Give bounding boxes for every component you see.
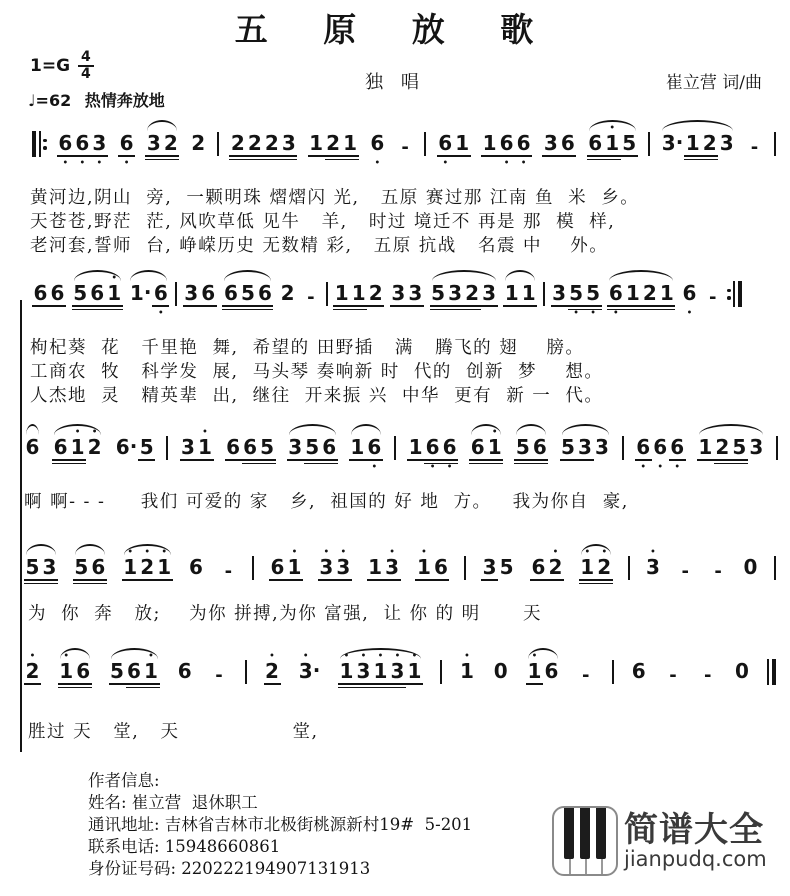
note-6: 6 <box>631 659 646 683</box>
note-3: • 3 <box>645 547 660 579</box>
note-3: • 3 <box>385 547 400 579</box>
note-6: 6 <box>587 125 604 168</box>
note-2: 2 <box>701 125 718 168</box>
note-6: 6 • <box>653 435 668 473</box>
barline <box>648 132 650 156</box>
note-6: 6 <box>531 429 548 472</box>
note-2: 2 <box>246 125 263 168</box>
duration-dash: - <box>224 561 233 582</box>
author-info-line: 联系电话: 15948660861 <box>88 837 281 856</box>
music-line-2 <box>32 270 742 318</box>
note-group <box>481 125 532 168</box>
note-group <box>118 125 135 168</box>
lyrics-row: 天苍苍,野茫 茫, 风吹草低 见牛 羊, 时过 境迁不 再是 那 模 样, <box>30 212 616 232</box>
note-3: 3 <box>595 435 609 459</box>
note-1: • 1 <box>407 651 422 683</box>
slur-note-group <box>469 429 503 472</box>
note-6: 6 <box>126 653 143 696</box>
lyrics-row: 老河套,誓师 台, 峥嵘历史 无数精 彩, 五原 抗战 名震 中 外。 <box>30 236 609 256</box>
note-6: 6 • <box>58 131 73 169</box>
note-5: 5 <box>561 435 575 459</box>
note-6: 6 <box>90 549 107 592</box>
note-1: 1 <box>309 131 324 155</box>
note-5: 5 • <box>569 281 584 319</box>
slur-note-group <box>145 125 179 168</box>
music-line-3 <box>24 424 778 472</box>
slur-note-group <box>287 429 338 472</box>
note-6: 6 <box>256 275 273 318</box>
lyrics-row: 啊 啊- - - 我们 可爱的 家 乡, 祖国的 好 地 方。 我为你自 豪, <box>24 492 629 512</box>
note-6: 6 • <box>608 281 623 319</box>
barline <box>252 556 254 580</box>
slur-note-group <box>697 429 765 472</box>
barline <box>166 436 168 460</box>
quarter-note-icon: ♩ <box>28 91 36 110</box>
note-2: • 2 <box>87 427 102 459</box>
note-2: 2 <box>191 131 206 155</box>
note-group <box>681 275 698 318</box>
note-1: • 1 <box>416 547 431 579</box>
note-2: 2 <box>263 125 280 168</box>
note-5: 5 <box>139 435 154 459</box>
note-group <box>180 429 214 472</box>
tempo-marking <box>28 88 165 111</box>
note-3: • 3 <box>355 653 372 696</box>
slur-note-group <box>660 125 735 168</box>
note-group <box>32 275 66 318</box>
note-group <box>437 125 471 168</box>
note-1: 1 <box>350 275 367 318</box>
duration-dash: - <box>215 665 223 686</box>
note-group <box>333 275 384 318</box>
note-6: 6 <box>33 281 48 305</box>
lyrics-row: 枸杞葵 花 千里艳 舞, 希望的 田野插 满 腾飞的 翅 膀。 <box>30 338 585 358</box>
note-group <box>630 653 647 696</box>
duration-dash: - <box>582 665 590 686</box>
note-6: 6 • <box>438 131 453 169</box>
note-1: 1 <box>350 435 365 459</box>
note-6: 6 • <box>516 131 531 169</box>
note-6: 6 <box>25 435 40 459</box>
note-2: 2 <box>368 281 383 305</box>
duration-dash: - <box>750 137 759 158</box>
note-6: 6 <box>321 429 338 472</box>
note-6: 6 <box>242 429 259 472</box>
slur-note-group <box>607 275 675 318</box>
note-3: 3 <box>181 435 195 459</box>
author-info <box>88 770 472 880</box>
note-3: 3 <box>552 281 567 305</box>
note-1: • 1 <box>338 653 355 696</box>
barline <box>628 556 630 580</box>
note-5: 5 <box>514 429 531 472</box>
note-group <box>415 549 449 592</box>
note-group <box>481 549 515 592</box>
lyrics-verse-block-1 <box>30 186 639 258</box>
note-group <box>269 549 303 592</box>
note-3: • 3 <box>389 653 406 696</box>
tempo-expression: 热情奔放地 <box>84 91 165 110</box>
note-5: 5 <box>731 429 748 472</box>
note-3: • 3 · <box>298 651 321 683</box>
note-group <box>742 549 759 592</box>
author-info-line: 姓名: 崔立营 退休职工 <box>88 793 258 812</box>
duration-dash: - <box>704 665 712 686</box>
note-1: 1 <box>342 125 359 168</box>
author-info-line: 通讯地址: 吉林省吉林市北极街桃源新村19# 5-201 <box>88 815 473 834</box>
note-2: 2 <box>464 275 481 318</box>
note-group <box>367 549 401 592</box>
slur-note-group <box>109 653 160 696</box>
time-signature-bottom: 4 <box>81 65 91 82</box>
author-info-line: 身份证号码: 220222194907131913 <box>88 859 371 878</box>
slur-note-group <box>430 275 498 318</box>
note-6: 6 <box>544 659 559 683</box>
barline <box>440 660 442 684</box>
note-3: 3 • <box>92 131 107 169</box>
note-1: 1 <box>333 275 350 318</box>
note-3: 3 <box>184 281 199 305</box>
lyrics-row: 人杰地 灵 精英辈 出, 继往 开来振 兴 中华 更有 新 一 代。 <box>30 386 604 406</box>
note-6: 6 <box>222 275 239 318</box>
duration-dash: - <box>714 561 722 582</box>
note-group <box>318 549 352 592</box>
lyrics-row: 胜过 天 堂, 天 堂, <box>28 722 319 742</box>
note-1: • 1 <box>579 549 596 592</box>
note-6: 6 <box>560 131 575 155</box>
note-5: 5 <box>259 429 276 472</box>
note-group <box>542 125 576 168</box>
note-group <box>264 653 281 696</box>
note-0: 0 <box>493 659 508 683</box>
note-6: 6 • <box>153 281 168 319</box>
lyrics-row: 工商农 牧 科学发 展, 马头琴 奏响新 时 代的 创新 梦 想。 <box>30 362 604 382</box>
note-6: 6 <box>75 653 92 696</box>
note-1: 1 <box>698 435 713 459</box>
note-1: 1 <box>624 275 641 318</box>
note-5: 5 <box>110 659 124 683</box>
barline <box>394 436 396 460</box>
slur-note-group <box>52 429 103 472</box>
slur-note-group <box>24 549 58 592</box>
note-3: • 3 <box>336 547 351 579</box>
note-1: • 1 <box>287 547 302 579</box>
note-group <box>308 125 359 168</box>
tempo-value: =62 <box>35 91 72 110</box>
note-6: 6 <box>531 555 546 579</box>
note-group <box>369 125 386 168</box>
note-6: 6 • <box>636 435 651 473</box>
note-6: 6 • <box>682 281 697 319</box>
slur-note-group <box>72 275 123 318</box>
slur-note-group <box>526 653 560 696</box>
note-1: • 1 <box>372 653 389 696</box>
note-5: 5 • <box>586 281 601 319</box>
note-group <box>190 125 207 168</box>
note-6: 6 • <box>499 131 514 169</box>
music-line-5 <box>24 648 776 696</box>
note-group <box>297 653 321 696</box>
note-0: 0 <box>743 555 758 579</box>
begin-repeat-barline <box>32 131 47 157</box>
slur-note-group <box>579 549 613 592</box>
note-6: 6 • <box>425 435 440 473</box>
duration-dash: - <box>708 287 717 308</box>
note-2: 2 <box>280 281 295 305</box>
note-1: 1 <box>658 275 675 318</box>
note-group <box>24 653 41 696</box>
note-5: 5 <box>72 275 89 318</box>
note-group <box>551 275 602 318</box>
note-3: 3 <box>145 125 162 168</box>
music-line-1 <box>32 120 776 168</box>
key-label: 1=G <box>30 55 71 76</box>
note-1: • 1 <box>69 429 86 472</box>
note-group <box>530 549 564 592</box>
slur-note-group <box>128 275 169 318</box>
note-group <box>734 653 751 696</box>
site-watermark <box>552 806 767 876</box>
note-group <box>407 429 458 472</box>
note-5: 5 <box>499 555 514 579</box>
barline <box>217 132 219 156</box>
note-group <box>183 275 217 318</box>
barline <box>774 132 776 156</box>
note-6: 6 • <box>75 131 90 169</box>
note-6: 6 <box>270 555 285 579</box>
note-6: 6 · <box>115 434 138 459</box>
lyrics-row: 为 你 奔 放; 为你 拼搏,为你 富强, 让 你 的 明 天 <box>28 604 543 624</box>
music-line-4 <box>24 544 776 592</box>
note-3: 3 <box>719 131 734 155</box>
note-3: • 3 <box>319 547 334 579</box>
slur-note-group <box>503 275 537 318</box>
note-3: 3 <box>578 435 592 459</box>
note-group <box>644 549 661 592</box>
note-1: 1 <box>368 555 383 579</box>
note-1: 1 <box>684 125 701 168</box>
note-2: 2 <box>229 125 246 168</box>
author-info-line: 作者信息: <box>88 771 160 790</box>
note-1: • 1 <box>486 429 503 472</box>
note-1: • 1 <box>198 427 212 459</box>
end-repeat-barline <box>727 281 742 307</box>
composer-credit: 崔立营 词/曲 <box>665 73 762 93</box>
slur-note-group <box>349 429 383 472</box>
lyrics-row: 黄河边,阴山 旁, 一颗明珠 熠熠闪 光, 五原 赛过那 江南 鱼 米 乡。 <box>30 188 640 208</box>
note-3: 3 <box>482 555 497 579</box>
slur-note-group <box>73 549 107 592</box>
note-3: 3 <box>280 125 297 168</box>
augmentation-dot: · <box>143 280 152 304</box>
note-3: 3 <box>482 281 497 305</box>
note-5: 5 <box>622 131 637 155</box>
slur-note-group <box>58 653 92 696</box>
slur-note-group <box>587 125 638 168</box>
augmentation-dot: · <box>129 434 138 458</box>
note-2: 2 <box>325 125 342 168</box>
note-3: 3 <box>41 549 58 592</box>
note-6: 6 <box>469 429 486 472</box>
barline <box>464 556 466 580</box>
note-group <box>635 429 686 472</box>
note-6: 6 <box>189 555 203 579</box>
slur-note-group <box>24 429 41 472</box>
note-group <box>459 653 476 696</box>
barline <box>543 282 545 306</box>
note-6: 6 <box>433 555 448 579</box>
note-1: • 1 <box>58 653 75 696</box>
note-2: • 2 <box>265 651 279 683</box>
note-1: 1 <box>504 281 519 305</box>
barline <box>622 436 624 460</box>
note-6: 6 <box>52 429 69 472</box>
barline <box>175 282 177 306</box>
watermark-domain: jianpudq.com <box>624 846 767 871</box>
augmentation-dot: · <box>312 658 321 682</box>
note-3: 3 <box>447 275 464 318</box>
slur-note-group <box>222 275 273 318</box>
note-1: 1 · <box>129 280 152 305</box>
note-3: 3 <box>408 281 423 305</box>
barline <box>424 132 426 156</box>
time-signature-top: 4 <box>78 50 94 67</box>
note-3: 3 <box>749 435 764 459</box>
duration-dash: - <box>669 665 677 686</box>
slur-note-group <box>122 549 173 592</box>
note-6: 6 • <box>670 435 685 473</box>
note-group <box>492 653 509 696</box>
note-5: 5 <box>304 429 321 472</box>
note-1: • 1 <box>460 651 474 683</box>
barline <box>776 436 778 460</box>
lyrics-verse-block-2 <box>30 336 603 408</box>
duration-dash: - <box>681 561 689 582</box>
note-group <box>229 125 297 168</box>
note-2: 2 <box>641 275 658 318</box>
note-3: 3 <box>288 435 303 459</box>
watermark-brand: 简谱大全 <box>624 809 764 850</box>
note-1: 1 <box>408 435 423 459</box>
note-2: • 2 <box>25 651 40 683</box>
note-group <box>390 275 424 318</box>
note-1: • 1 <box>157 547 172 579</box>
slur-note-group <box>338 653 423 696</box>
note-5: 5 <box>430 275 447 318</box>
note-group <box>176 653 193 696</box>
note-1: • 1 <box>527 651 542 683</box>
note-group <box>187 549 204 592</box>
barline <box>612 660 614 684</box>
duration-dash: - <box>307 287 315 308</box>
note-5: 5 <box>73 549 90 592</box>
note-6: 6 • <box>370 131 385 169</box>
duration-dash: - <box>401 137 409 158</box>
note-0: 0 <box>735 659 749 683</box>
final-barline <box>767 659 776 685</box>
note-2: • 2 <box>548 547 563 579</box>
slur-note-group <box>514 429 548 472</box>
note-6: 6 • <box>367 435 382 473</box>
barline <box>245 660 247 684</box>
piano-keys-icon <box>552 806 618 876</box>
note-5: 5 <box>239 275 256 318</box>
note-group <box>225 429 276 472</box>
note-2: 2 <box>714 429 731 472</box>
note-1: • 1 <box>106 275 123 318</box>
note-group <box>57 125 108 168</box>
slur-note-group <box>560 429 611 472</box>
note-6: 6 <box>177 659 192 683</box>
note-2: • 2 <box>140 547 155 579</box>
note-3: 3 <box>391 281 406 305</box>
left-system-line <box>20 300 22 752</box>
note-6: 6 <box>226 435 241 459</box>
note-2: 2 <box>162 125 179 168</box>
note-6: 6 • <box>442 435 457 473</box>
note-1: 1 <box>482 131 497 155</box>
note-3: 3 · <box>661 130 684 155</box>
note-1: • 1 <box>143 653 160 696</box>
barline <box>326 282 328 306</box>
note-3: 3 <box>543 131 558 155</box>
note-1: • 1 <box>123 547 138 579</box>
note-5: 5 <box>24 549 41 592</box>
note-1: 1 <box>455 131 470 155</box>
augmentation-dot: · <box>675 130 684 154</box>
note-1: • 1 <box>604 125 621 168</box>
note-6: 6 <box>50 281 65 305</box>
note-6: 6 <box>89 275 106 318</box>
performance-type: 独 唱 <box>365 72 425 93</box>
note-6: 6 <box>201 281 216 305</box>
note-group <box>114 429 155 472</box>
song-title: 五 原 放 歌 <box>234 10 556 49</box>
note-2: • 2 <box>596 549 613 592</box>
barline <box>774 556 776 580</box>
note-6: 6 • <box>119 131 134 169</box>
note-1: 1 <box>521 281 536 305</box>
note-group <box>279 275 296 318</box>
